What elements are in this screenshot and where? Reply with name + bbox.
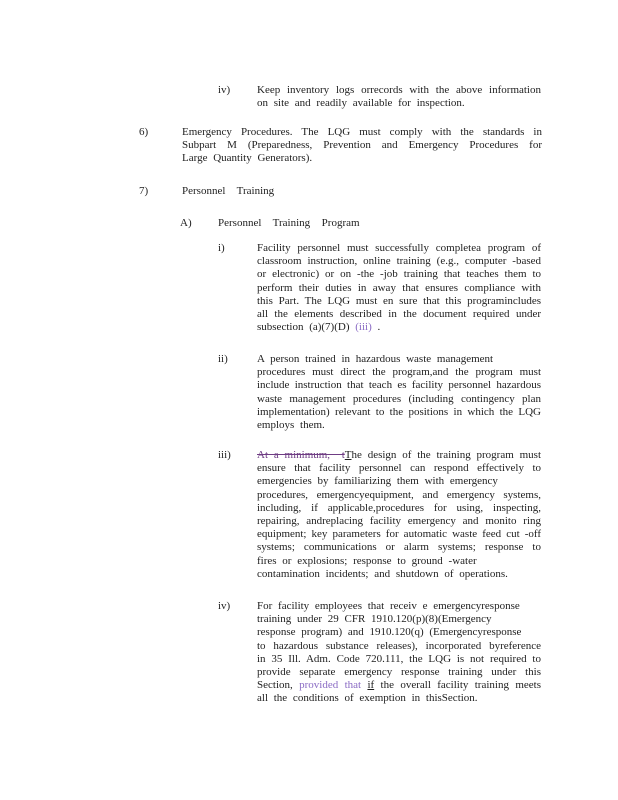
text-run: waste management procedures (including contingency plan	[257, 392, 541, 405]
text-line	[257, 242, 541, 255]
list-item-a-training-program	[180, 217, 518, 230]
inserted-text: T	[344, 449, 352, 461]
text-run: repairing, andreplacing facility emergency and monito ring	[257, 515, 541, 528]
paragraph	[257, 449, 541, 581]
text-run: Keep inventory logs orrecords with the above information	[257, 84, 541, 96]
list-item-iv-inventory	[218, 84, 541, 110]
list-item-i-training-content	[218, 242, 541, 334]
text-run: all the conditions of exemption in thisSection.	[257, 692, 478, 705]
text-line	[257, 308, 541, 321]
text-run: this Part. The LQG must en sure that this programincludes	[257, 294, 541, 307]
text-line	[257, 366, 541, 379]
text-line	[257, 379, 541, 392]
text-line	[257, 528, 541, 541]
text-run: Emergency Procedures. The LQG must comply with the standards in	[182, 126, 542, 138]
text-run: including, if applicable,procedures for using, inspecting,	[257, 501, 541, 514]
text-line	[257, 255, 541, 268]
text-line	[257, 541, 541, 554]
paragraph	[257, 84, 541, 110]
text-run: response program) and 1910.120(q) (Emergencyresponse	[257, 626, 522, 639]
text-run: to hazardous substance releases), incorporated byreference	[257, 639, 541, 652]
text-run: implementation) relevant to the positions in which the LQG	[257, 405, 541, 418]
text-line	[257, 353, 541, 366]
text-run: For facility employees that receiv e emergencyresponse	[257, 600, 520, 612]
inserted-text: if	[367, 679, 375, 692]
text-line	[182, 185, 542, 198]
text-line	[257, 600, 541, 613]
text-line	[257, 97, 541, 110]
text-line	[218, 217, 518, 230]
text-line	[257, 626, 541, 639]
paragraph	[257, 353, 541, 432]
paragraph	[257, 242, 541, 334]
text-line	[257, 282, 541, 295]
text-line	[257, 502, 541, 515]
text-run: or electronic) or on -the -job training that teaches them to	[257, 268, 541, 281]
text-run: subsection (a)(7)(D)	[257, 321, 356, 334]
list-label: 7)	[139, 185, 149, 197]
text-line	[257, 653, 541, 666]
text-run: emergencies by familiarizing them with emergency	[257, 475, 498, 488]
list-label: iv)	[218, 84, 231, 96]
text-line	[257, 555, 541, 568]
text-line	[257, 321, 541, 334]
text-run: employs them.	[257, 419, 325, 432]
list-label: i)	[218, 242, 225, 254]
text-line	[257, 489, 541, 502]
text-run: Section,	[257, 679, 300, 692]
text-line	[257, 666, 541, 679]
text-run: Subpart M (Preparedness, Prevention and Emergency Procedures for	[182, 139, 542, 152]
text-run: Facility personnel must successfully completea program of	[257, 242, 541, 254]
list-label: iv)	[218, 600, 231, 612]
text-line	[257, 613, 541, 626]
text-line	[257, 295, 541, 308]
text-line	[257, 515, 541, 528]
text-line	[257, 568, 541, 581]
text-run: all the elements described in the document required under	[257, 308, 541, 321]
list-label: iii)	[218, 449, 231, 461]
paragraph	[182, 126, 542, 166]
paragraph	[257, 600, 541, 706]
text-run: on site and readily available for inspection.	[257, 97, 465, 110]
text-line	[182, 139, 542, 152]
text-line	[182, 152, 542, 165]
text-line	[257, 449, 541, 462]
text-line	[257, 393, 541, 406]
list-item-iii-program-design	[218, 449, 541, 581]
text-run: procedures, emergencyequipment, and emergency systems,	[257, 488, 541, 501]
text-run: Large Quantity Generators).	[182, 152, 313, 165]
text-run: classroom instruction, online training (e.g., computer -based	[257, 255, 541, 268]
text-run: perform their duties in away that ensures compliance with	[257, 281, 541, 294]
paragraph	[218, 217, 518, 230]
list-label: A)	[180, 217, 192, 229]
text-line	[257, 268, 541, 281]
deleted-text: At a minimum, t	[257, 449, 345, 461]
text-run: contamination incidents; and shutdown of operations.	[257, 567, 508, 580]
list-item-iv-exemption	[218, 600, 541, 706]
list-item-7-personnel-training	[139, 185, 542, 198]
text-run: he design of the training program must	[351, 449, 541, 461]
revision-text: (iii)	[355, 321, 372, 334]
text-run: in 35 Ill. Adm. Code 720.111, the LQG is not required to	[257, 652, 541, 665]
text-run: training under 29 CFR 1910.120(p)(8)(Emergency	[257, 613, 492, 626]
text-run: include instruction that teach es facility personnel hazardous	[257, 379, 541, 392]
text-run: equipment; key parameters for automatic waste feed cut -off	[257, 528, 541, 541]
list-label: ii)	[218, 353, 228, 365]
list-label: 6)	[139, 126, 149, 138]
paragraph	[182, 185, 542, 198]
text-line	[257, 475, 541, 488]
text-run: systems; communications or alarm systems; response to	[257, 541, 541, 554]
text-run: provide separate emergency response training under this	[257, 666, 541, 679]
text-line	[257, 419, 541, 432]
text-run: A person trained in hazardous waste management	[257, 353, 494, 365]
text-line	[257, 84, 541, 97]
text-run: procedures must direct the program,and the program must	[257, 366, 541, 379]
text-run: .	[371, 321, 381, 334]
text-run: Personnel Training	[182, 185, 275, 197]
text-run: ensure that facility personnel can respond effectively to	[257, 462, 541, 475]
text-line	[182, 126, 542, 139]
text-run: fires or explosions; response to ground -water	[257, 554, 477, 567]
text-line	[257, 406, 541, 419]
list-item-ii-program-director	[218, 353, 541, 432]
text-line	[257, 679, 541, 692]
text-run: Personnel Training Program	[218, 217, 360, 229]
text-line	[257, 640, 541, 653]
text-line	[257, 462, 541, 475]
text-line	[257, 692, 541, 705]
text-run: the overall facility training meets	[374, 679, 541, 692]
revision-text: provided that	[299, 679, 368, 692]
list-item-6-emergency-procedures	[139, 126, 542, 166]
